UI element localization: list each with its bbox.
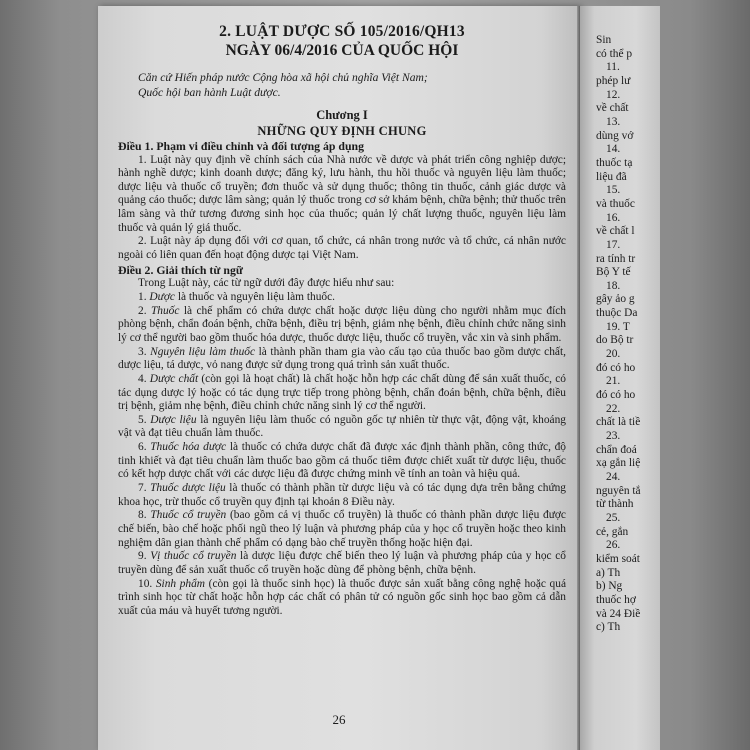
- right-page-fragment: có thể p: [596, 47, 633, 60]
- item-text: là nguyên liệu làm thuốc có nguồn gốc tự nhiên từ thực vật, động vật, khoáng vật và đạt tiêu chuẩn làm thuốc.: [118, 413, 566, 440]
- definition-item: [118, 441, 566, 482]
- item-number: 2.: [138, 304, 151, 317]
- item-term: Dược chất: [149, 372, 199, 385]
- preamble-line: Quốc hội ban hành Luật dược.: [138, 86, 281, 99]
- article-1-para-2: 2. Luật này áp dụng đối với cơ quan, tổ chức, cá nhân trong nước và tổ chức, cá nhân nước ngoài có liên quan đến hoạt động dược tại Việt Nam.: [118, 235, 566, 262]
- item-term: Sinh phẩm: [155, 577, 206, 590]
- item-number: 6.: [138, 441, 151, 454]
- item-number: 3.: [138, 345, 151, 358]
- right-page-fragment: nguyên tắ: [596, 484, 641, 497]
- item-term: Thuốc: [150, 304, 180, 317]
- right-page-fragment: 17.: [606, 238, 621, 251]
- book-page-right-partial: [580, 6, 660, 750]
- article-2-intro: Trong Luật này, các từ ngữ dưới đây được hiểu như sau:: [138, 277, 395, 290]
- item-text: là dược liệu được chế biến theo lý luận và phương pháp của y học cổ truyền dùng để sản xuất thuốc cổ truyền hoặc dùng để phòng bệnh, chữa bệnh.: [118, 550, 566, 577]
- right-page-fragment: Bộ Y tế: [596, 266, 631, 279]
- right-page-fragment: thuộc Da: [596, 307, 638, 320]
- right-page-fragment: c) Th: [596, 621, 621, 634]
- right-page-fragment: về chất: [596, 102, 629, 115]
- chapter-title: NHỮNG QUY ĐỊNH CHUNG: [257, 124, 427, 138]
- definition-item: [118, 373, 566, 414]
- right-page-fragment: đó có ho: [596, 361, 636, 374]
- right-page-fragment: liệu đã: [596, 170, 627, 183]
- item-text: (còn gọi là thuốc sinh học) là thuốc được sản xuất bằng công nghệ hoặc quá trình sinh học từ chất hoặc hỗn hợp các chất có phân tử có nguồn gốc sinh học bao gồm cả dẫn xuất của máu và huyết tương người.: [118, 577, 566, 617]
- right-page-fragment: chẩn đoá: [596, 443, 637, 456]
- item-term: Dược liệu: [150, 413, 197, 426]
- item-text: (bao gồm cả vị thuốc cổ truyền) là thuốc có thành phần dược liệu được chế biến, bào chế hoặc phối ngũ theo lý luận và phương pháp của y học cổ truyền hoặc theo kinh nghiệm dân gian thành chế phẩm có dạng bào chế truyền thống hoặc hiện đại.: [118, 509, 566, 549]
- right-page-fragment: 13.: [606, 115, 621, 128]
- right-page-fragment: thuốc hợ: [596, 593, 636, 606]
- definition-item: [118, 414, 566, 441]
- right-page-fragment: 20.: [606, 348, 621, 361]
- right-page-fragment: đó có ho: [596, 389, 636, 402]
- right-page-fragment: 22.: [606, 402, 621, 415]
- right-page-fragment: xạ gắn liệ: [596, 457, 641, 470]
- preamble-line: Căn cứ Hiến pháp nước Cộng hòa xã hội chủ nghĩa Việt Nam;: [138, 71, 428, 84]
- right-page-fragment: cẻ, gắn: [596, 525, 629, 538]
- right-page-text: [596, 34, 660, 635]
- item-text: (còn gọi là hoạt chất) là chất hoặc hỗn hợp các chất dùng để sản xuất thuốc, có tác dụng dược lý hoặc có tác dụng trực tiếp trong phòng bệnh, chẩn đoán bệnh, chữa bệnh, điều trị bệnh, giảm nhẹ bệnh, điều chỉnh chức năng sinh lý cơ thể người.: [118, 372, 566, 413]
- definition-item: [118, 550, 566, 577]
- right-page-fragment: dùng vớ: [596, 129, 634, 142]
- item-term: Thuốc cổ truyền: [150, 509, 227, 522]
- book-page-left: [98, 6, 580, 750]
- item-number: 9.: [138, 550, 151, 563]
- item-text: là chế phẩm có chứa dược chất hoặc dược liệu dùng cho người nhằm mục đích phòng bệnh, chẩn đoán bệnh, chữa bệnh, điều trị bệnh, giảm nhẹ bệnh, điều chỉnh chức năng sinh lý cơ thể người bao gồm thuốc hóa dược, thuốc dược liệu, thuốc cổ truyền, vắc xin và sinh phẩm.: [118, 304, 566, 344]
- right-page-fragment: 11.: [606, 61, 620, 74]
- right-page-fragment: chất là tiề: [596, 416, 641, 429]
- definition-item: [118, 305, 566, 346]
- item-number: 8.: [138, 509, 151, 522]
- chapter-label: Chương I: [316, 108, 368, 122]
- definition-item: [118, 482, 566, 509]
- item-number: 7.: [138, 482, 151, 495]
- item-term: Thuốc dược liệu: [150, 482, 226, 495]
- right-page-fragment: 15.: [606, 184, 621, 197]
- right-page-fragment: và thuốc: [596, 197, 635, 210]
- right-page-fragment: và 24 Điề: [596, 607, 641, 620]
- item-text: là thuốc và nguyên liệu làm thuốc.: [174, 290, 336, 303]
- item-term: Dược: [149, 290, 175, 303]
- definition-list: [118, 291, 566, 619]
- article-1-para-1: 1. Luật này quy định về chính sách của Nhà nước về dược và phát triển công nghiệp dược; hành nghề dược; kinh doanh dược; đăng ký, lưu hành, thu hồi thuốc và nguyên liệu làm thuốc; dược liệu và thuốc cổ truyền; đơn thuốc và sử dụng thuốc; thông tin thuốc, cảnh giác dược và quảng cáo thuốc; dược lâm sàng; quản lý thuốc trong cơ sở khám bệnh, chữa bệnh; thử thuốc trên lâm sàng và thử tương đương sinh học của thuốc; quản lý chất lượng thuốc, nguyên liệu làm thuốc và quản lý giá thuốc.: [118, 153, 566, 234]
- item-text: là thuốc có thành phần từ dược liệu và có tác dụng dựa trên bằng chứng khoa học, trừ thuốc cổ truyền quy định tại khoản 8 Điều này.: [118, 482, 567, 508]
- preamble: [118, 70, 566, 100]
- law-title: 2. LUẬT DƯỢC SỐ 105/2016/QH13: [219, 23, 465, 40]
- law-date: NGÀY 06/4/2016 CỦA QUỐC HỘI: [225, 42, 459, 59]
- right-page-fragment: a) Th: [596, 566, 621, 579]
- item-term: Thuốc hóa dược: [150, 441, 227, 454]
- right-page-fragment: 12.: [606, 88, 621, 101]
- right-page-fragment: 21.: [606, 375, 621, 388]
- definition-item: [118, 346, 566, 373]
- article-1-title: Điều 1. Phạm vi điều chỉnh và đối tượng áp dụng: [118, 139, 365, 153]
- page-content: [118, 22, 566, 619]
- item-number: 4.: [138, 372, 150, 385]
- right-page-fragment: 26.: [606, 539, 621, 552]
- right-page-fragment: 25.: [606, 511, 621, 524]
- item-number: 5.: [138, 413, 151, 426]
- right-page-fragment: 16.: [606, 211, 621, 224]
- right-page-fragment: gây ảo g: [596, 293, 635, 306]
- right-page-fragment: thuốc tạ: [596, 156, 633, 169]
- page-number: 26: [332, 712, 346, 727]
- definition-item: [118, 291, 566, 305]
- right-page-fragment: ra tính tr: [596, 252, 636, 265]
- right-page-fragment: 18.: [606, 279, 621, 292]
- definition-item: [118, 578, 566, 619]
- right-page-fragment: do Bộ tr: [596, 334, 634, 347]
- item-text: là thuốc có chứa dược chất đã được xác định thành phần, công thức, độ tinh khiết và đạt tiêu chuẩn làm thuốc bao gồm cả thuốc tiêm được chiết xuất từ dược liệu, thuốc có kết hợp dược chất với các dược liệu đã được chứng minh về tính an toàn và hiệu quả.: [118, 441, 566, 481]
- item-term: Nguyên liệu làm thuốc: [150, 345, 256, 358]
- right-page-fragment: Sin: [596, 34, 612, 46]
- right-page-fragment: từ thành: [596, 498, 634, 511]
- item-text: là thành phần tham gia vào cấu tạo của thuốc bao gồm dược chất, dược liệu, tá dược, vỏ nang được sử dụng trong quá trình sản xuất thuốc.: [118, 345, 567, 372]
- right-page-fragment: 24.: [606, 471, 621, 483]
- right-page-fragment: b) Ng: [596, 580, 623, 593]
- item-term: Vị thuốc cổ truyền: [150, 550, 237, 563]
- definition-item: [118, 509, 566, 550]
- right-page-fragment: phép lư: [596, 74, 631, 87]
- right-page-fragment: về chất l: [596, 225, 635, 238]
- article-2-title: Điều 2. Giải thích từ ngữ: [118, 262, 243, 277]
- right-page-fragment: kiểm soát: [596, 552, 640, 565]
- right-page-fragment: 14.: [606, 143, 621, 156]
- item-number: 1.: [138, 290, 150, 303]
- item-number: 10.: [138, 577, 156, 590]
- right-page-fragment: 19. T: [606, 320, 630, 333]
- right-page-fragment: 23.: [606, 430, 621, 443]
